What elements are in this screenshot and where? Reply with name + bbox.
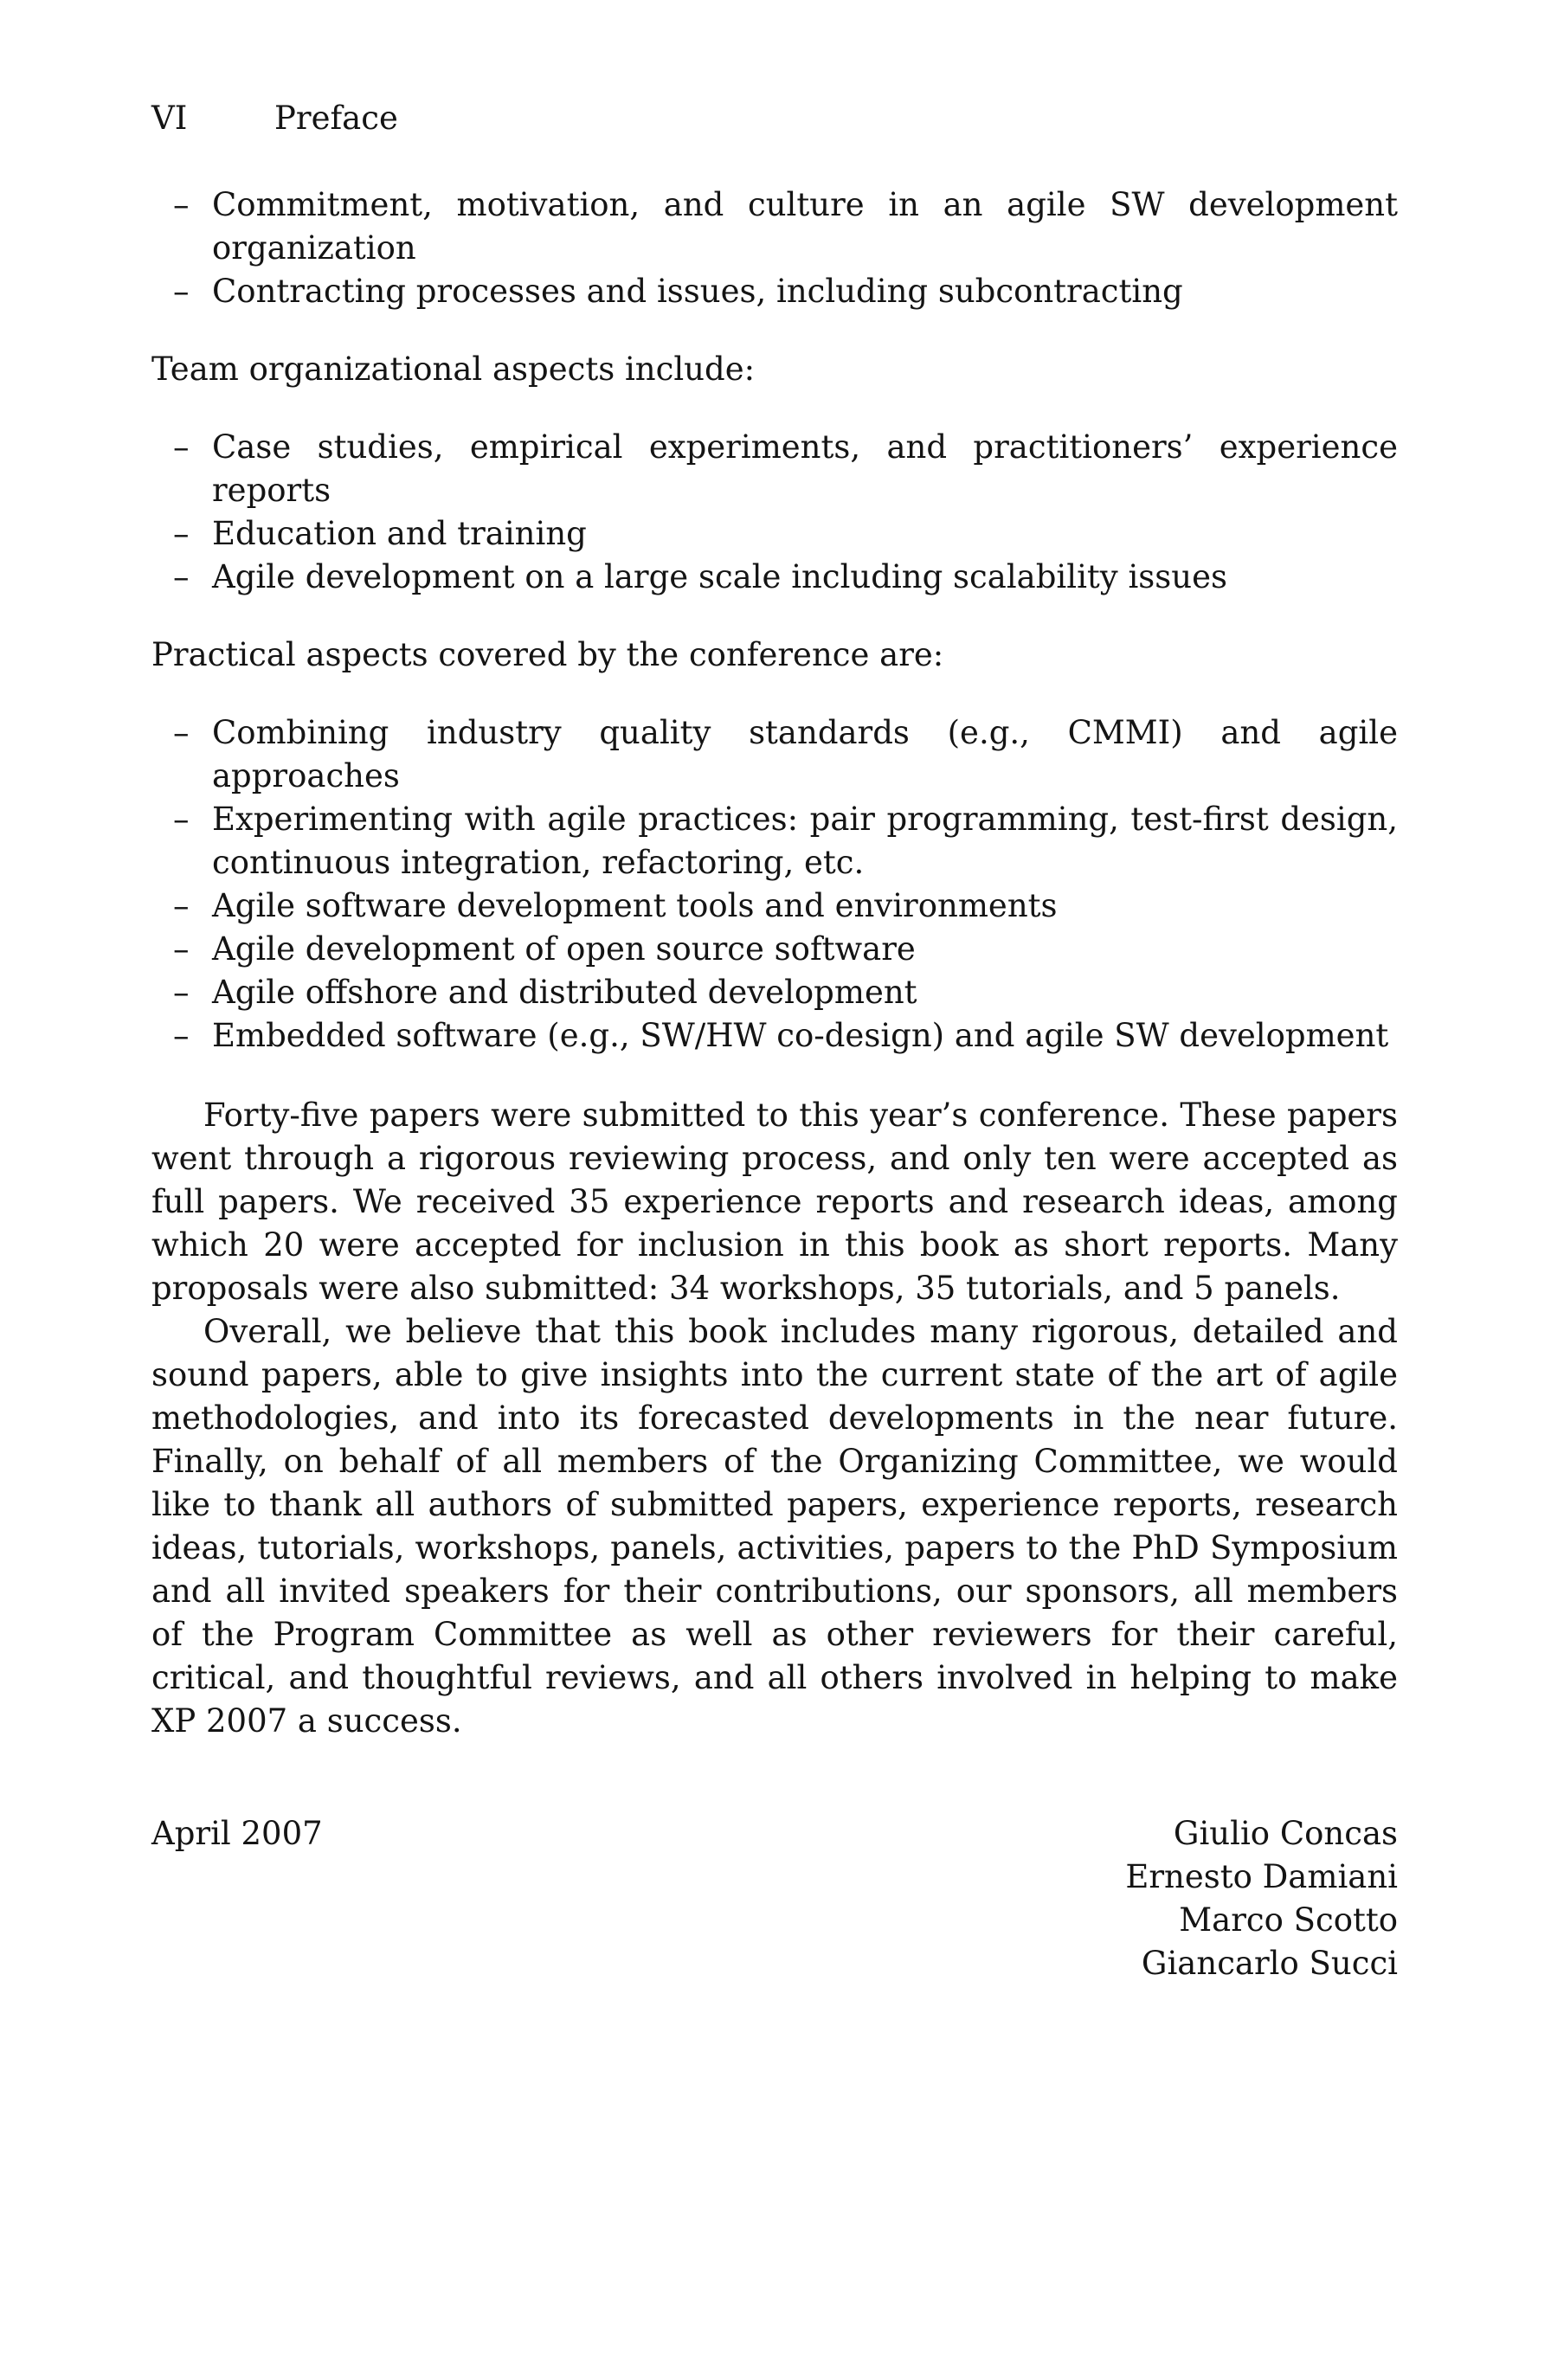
editor-name: Giancarlo Succi bbox=[1141, 1945, 1398, 1982]
list-item: – Embedded software (e.g., SW/HW co-design) and agile SW development bbox=[151, 1014, 1398, 1058]
list-item: – Experimenting with agile practices: pair programming, test-first design, continuous integration, refactoring, etc. bbox=[151, 798, 1398, 884]
body-text bbox=[151, 183, 1398, 1985]
editor-name: Ernesto Damiani bbox=[1125, 1858, 1398, 1895]
list-item: – Contracting processes and issues, including subcontracting bbox=[151, 270, 1398, 313]
team-aspects-list bbox=[151, 426, 1398, 599]
list-item: – Agile offshore and distributed development bbox=[151, 971, 1398, 1014]
list-item: – Commitment, motivation, and culture in an agile SW development organization bbox=[151, 183, 1398, 270]
signoff-date: April 2007 bbox=[151, 1815, 323, 1852]
running-title: Preface bbox=[274, 100, 398, 137]
list-item: – Combining industry quality standards (e.g., CMMI) and agile approaches bbox=[151, 711, 1398, 798]
page-number: VI bbox=[151, 100, 188, 137]
submissions-paragraph: Forty-five papers were submitted to this year’s conference. These papers went through a rigorous reviewing process, and only ten were accepted as full papers. We received 35 experience reports and research ideas, among which 20 were accepted for inclusion in this book as short reports. Many proposals were also submitted: 34 workshops, 35 tutorials, and 5 panels. bbox=[151, 1097, 1398, 1307]
practical-aspects-intro: Practical aspects covered by the conference are: bbox=[151, 636, 944, 673]
list-item: – Agile software development tools and environments bbox=[151, 884, 1398, 928]
editor-names bbox=[1125, 1812, 1398, 1985]
list-item: – Agile development on a large scale including scalability issues bbox=[151, 556, 1398, 599]
list-item: – Education and training bbox=[151, 512, 1398, 556]
list-item: – Agile development of open source software bbox=[151, 928, 1398, 971]
topic-list-continued bbox=[151, 183, 1398, 313]
editor-name: Giulio Concas bbox=[1173, 1815, 1398, 1852]
signoff bbox=[151, 1812, 1398, 1985]
team-aspects-intro: Team organizational aspects include: bbox=[151, 351, 756, 388]
editor-name: Marco Scotto bbox=[1179, 1901, 1398, 1939]
practical-aspects-list bbox=[151, 711, 1398, 1058]
closing-paragraph: Overall, we believe that this book includes many rigorous, detailed and sound papers, able to give insights into the current state of the art of agile methodologies, and into its forecasted developments in the near future. Finally, on behalf of all members of the Organizing Committee, we would like to thank all authors of submitted papers, experience reports, research ideas, tutorials, workshops, panels, activities, papers to the PhD Symposium and all invited speakers for their contributions, our sponsors, all members of the Program Committee as well as other reviewers for their careful, critical, and thoughtful reviews, and all others involved in helping to make XP 2007 a success. bbox=[151, 1313, 1398, 1740]
running-head bbox=[151, 97, 398, 140]
list-item: – Case studies, empirical experiments, and practitioners’ experience reports bbox=[151, 426, 1398, 512]
